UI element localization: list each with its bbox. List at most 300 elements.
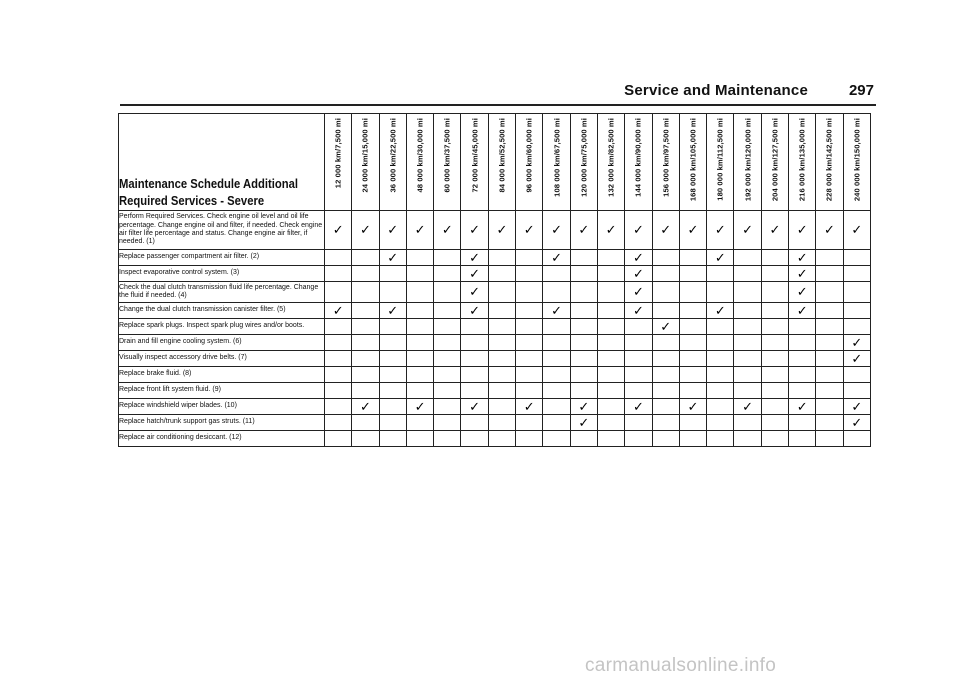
empty-cell — [816, 335, 843, 351]
empty-cell — [843, 250, 870, 266]
empty-cell — [843, 303, 870, 319]
table-title — [119, 176, 313, 210]
check-mark-cell — [843, 211, 870, 250]
empty-cell — [734, 282, 761, 303]
column-header-8 — [516, 114, 543, 211]
empty-cell — [707, 351, 734, 367]
check-icon: ✓ — [632, 222, 644, 237]
empty-cell — [707, 415, 734, 431]
empty-cell — [461, 383, 488, 399]
table-row — [119, 319, 871, 335]
empty-cell — [406, 351, 433, 367]
column-header-label: 36 000 km/22,500 mi — [388, 118, 398, 193]
check-icon: ✓ — [632, 398, 644, 414]
check-mark-cell — [625, 250, 652, 266]
service-description: Visually inspect accessory drive belts. (7) — [119, 351, 325, 367]
check-mark-cell — [843, 351, 870, 367]
check-icon: ✓ — [851, 398, 863, 414]
empty-cell — [406, 431, 433, 447]
column-header-9 — [543, 114, 570, 211]
check-mark-cell — [625, 282, 652, 303]
check-icon: ✓ — [851, 414, 863, 430]
check-mark-cell — [379, 250, 406, 266]
empty-cell — [406, 282, 433, 303]
empty-cell — [789, 319, 816, 335]
table-row — [119, 335, 871, 351]
empty-cell — [679, 266, 706, 282]
column-header-label: 60 000 km/37,500 mi — [442, 118, 452, 193]
empty-cell — [543, 282, 570, 303]
empty-cell — [597, 367, 624, 383]
empty-cell — [707, 383, 734, 399]
empty-cell — [434, 319, 461, 335]
check-icon: ✓ — [578, 414, 590, 430]
empty-cell — [707, 319, 734, 335]
empty-cell — [734, 335, 761, 351]
check-mark-cell — [625, 399, 652, 415]
empty-cell — [379, 415, 406, 431]
empty-cell — [625, 367, 652, 383]
empty-cell — [516, 335, 543, 351]
empty-cell — [597, 335, 624, 351]
check-icon: ✓ — [387, 302, 399, 318]
table-row — [119, 282, 871, 303]
empty-cell — [434, 399, 461, 415]
service-description: Perform Required Services. Check engine oil level and oil life percentage. Change engine oil and filter, if needed. Check engine air filter life percentage and status. Change engine air filter, if needed. (1) — [119, 211, 325, 250]
empty-cell — [734, 303, 761, 319]
empty-cell — [625, 319, 652, 335]
check-icon: ✓ — [359, 222, 371, 237]
check-icon: ✓ — [632, 302, 644, 318]
empty-cell — [461, 351, 488, 367]
check-mark-cell — [543, 250, 570, 266]
check-icon: ✓ — [824, 222, 835, 237]
empty-cell — [406, 319, 433, 335]
empty-cell — [679, 303, 706, 319]
empty-cell — [543, 335, 570, 351]
check-icon: ✓ — [551, 302, 562, 318]
empty-cell — [761, 367, 788, 383]
column-header-label: 48 000 km/30,000 mi — [415, 118, 425, 193]
check-mark-cell — [707, 211, 734, 250]
empty-cell — [516, 250, 543, 266]
empty-cell — [597, 383, 624, 399]
check-mark-cell — [789, 250, 816, 266]
check-icon: ✓ — [796, 284, 808, 299]
empty-cell — [761, 431, 788, 447]
check-mark-cell — [761, 211, 788, 250]
empty-cell — [816, 351, 843, 367]
check-icon: ✓ — [578, 398, 590, 414]
empty-cell — [406, 250, 433, 266]
table-row — [119, 367, 871, 383]
column-header-15 — [707, 114, 734, 211]
check-icon: ✓ — [687, 398, 699, 414]
column-header-6 — [461, 114, 488, 211]
empty-cell — [652, 250, 679, 266]
empty-cell — [816, 250, 843, 266]
empty-cell — [679, 367, 706, 383]
table-body — [119, 211, 871, 447]
empty-cell — [707, 367, 734, 383]
check-mark-cell — [543, 303, 570, 319]
check-mark-cell — [516, 399, 543, 415]
check-mark-cell — [789, 399, 816, 415]
column-header-label: 156 000 km/97,500 mi — [661, 118, 671, 197]
empty-cell — [325, 367, 352, 383]
check-mark-cell — [789, 282, 816, 303]
empty-cell — [488, 383, 515, 399]
empty-cell — [734, 415, 761, 431]
empty-cell — [816, 399, 843, 415]
empty-cell — [488, 431, 515, 447]
check-icon: ✓ — [469, 222, 481, 237]
empty-cell — [816, 282, 843, 303]
table-row — [119, 415, 871, 431]
empty-cell — [734, 250, 761, 266]
table-row — [119, 399, 871, 415]
table-title-cell — [119, 114, 325, 211]
column-header-2 — [352, 114, 379, 211]
empty-cell — [761, 266, 788, 282]
check-mark-cell — [816, 211, 843, 250]
empty-cell — [652, 266, 679, 282]
empty-cell — [516, 266, 543, 282]
check-mark-cell — [461, 282, 488, 303]
empty-cell — [679, 250, 706, 266]
empty-cell — [789, 367, 816, 383]
empty-cell — [379, 383, 406, 399]
empty-cell — [325, 319, 352, 335]
empty-cell — [516, 319, 543, 335]
check-mark-cell — [707, 303, 734, 319]
check-mark-cell — [843, 415, 870, 431]
empty-cell — [679, 335, 706, 351]
empty-cell — [325, 399, 352, 415]
check-icon: ✓ — [469, 398, 481, 414]
service-description: Replace hatch/trunk support gas struts. (11) — [119, 415, 325, 431]
empty-cell — [516, 351, 543, 367]
empty-cell — [761, 383, 788, 399]
empty-cell — [679, 351, 706, 367]
service-description: Change the dual clutch transmission canister filter. (5) — [119, 303, 325, 319]
empty-cell — [597, 351, 624, 367]
empty-cell — [843, 367, 870, 383]
service-description: Replace windshield wiper blades. (10) — [119, 399, 325, 415]
check-icon: ✓ — [414, 398, 426, 414]
empty-cell — [816, 367, 843, 383]
column-header-18 — [789, 114, 816, 211]
check-icon: ✓ — [742, 222, 754, 237]
empty-cell — [570, 351, 597, 367]
check-mark-cell — [461, 399, 488, 415]
empty-cell — [707, 266, 734, 282]
empty-cell — [352, 383, 379, 399]
service-description: Drain and fill engine cooling system. (6) — [119, 335, 325, 351]
empty-cell — [816, 266, 843, 282]
check-mark-cell — [679, 211, 706, 250]
empty-cell — [434, 250, 461, 266]
check-icon: ✓ — [714, 222, 726, 237]
check-icon: ✓ — [605, 222, 617, 237]
empty-cell — [761, 282, 788, 303]
table-title-line1: Maintenance Schedule Additional — [119, 177, 298, 191]
check-icon: ✓ — [469, 302, 481, 318]
column-header-label: 108 000 km/67,500 mi — [552, 118, 562, 197]
empty-cell — [543, 319, 570, 335]
empty-cell — [325, 383, 352, 399]
check-icon: ✓ — [523, 398, 535, 414]
check-icon: ✓ — [851, 222, 863, 237]
empty-cell — [652, 282, 679, 303]
empty-cell — [707, 282, 734, 303]
column-header-label: 216 000 km/135,000 mi — [797, 118, 807, 202]
check-icon: ✓ — [660, 222, 672, 237]
empty-cell — [789, 383, 816, 399]
empty-cell — [597, 415, 624, 431]
empty-cell — [570, 319, 597, 335]
check-mark-cell — [516, 211, 543, 250]
empty-cell — [597, 431, 624, 447]
check-icon: ✓ — [769, 222, 781, 237]
column-header-label: 192 000 km/120,000 mi — [743, 118, 753, 202]
maintenance-schedule-table — [118, 113, 871, 447]
empty-cell — [679, 415, 706, 431]
empty-cell — [597, 319, 624, 335]
empty-cell — [461, 319, 488, 335]
empty-cell — [325, 415, 352, 431]
check-icon: ✓ — [387, 249, 399, 265]
empty-cell — [488, 266, 515, 282]
empty-cell — [761, 250, 788, 266]
table-row — [119, 266, 871, 282]
empty-cell — [461, 335, 488, 351]
empty-cell — [488, 415, 515, 431]
check-mark-cell — [352, 399, 379, 415]
empty-cell — [843, 266, 870, 282]
check-mark-cell — [570, 211, 597, 250]
check-icon: ✓ — [441, 222, 453, 237]
empty-cell — [379, 367, 406, 383]
empty-cell — [516, 431, 543, 447]
empty-cell — [379, 351, 406, 367]
empty-cell — [761, 335, 788, 351]
empty-cell — [379, 431, 406, 447]
check-mark-cell — [461, 211, 488, 250]
column-header-5 — [434, 114, 461, 211]
empty-cell — [734, 351, 761, 367]
empty-cell — [761, 319, 788, 335]
check-mark-cell — [352, 211, 379, 250]
check-mark-cell — [625, 266, 652, 282]
column-header-1 — [325, 114, 352, 211]
column-header-14 — [679, 114, 706, 211]
empty-cell — [543, 399, 570, 415]
empty-cell — [625, 431, 652, 447]
empty-cell — [434, 383, 461, 399]
empty-cell — [516, 415, 543, 431]
empty-cell — [789, 335, 816, 351]
check-icon: ✓ — [851, 334, 863, 350]
empty-cell — [679, 431, 706, 447]
empty-cell — [843, 319, 870, 335]
empty-cell — [434, 431, 461, 447]
service-description: Replace spark plugs. Inspect spark plug wires and/or boots. — [119, 319, 325, 335]
empty-cell — [625, 351, 652, 367]
check-icon: ✓ — [414, 222, 426, 237]
empty-cell — [461, 367, 488, 383]
empty-cell — [434, 351, 461, 367]
empty-cell — [434, 367, 461, 383]
empty-cell — [570, 431, 597, 447]
empty-cell — [488, 335, 515, 351]
empty-cell — [352, 431, 379, 447]
empty-cell — [379, 282, 406, 303]
empty-cell — [570, 303, 597, 319]
column-header-17 — [761, 114, 788, 211]
empty-cell — [325, 282, 352, 303]
column-header-label: 12 000 km/7,500 mi — [333, 118, 343, 189]
empty-cell — [597, 399, 624, 415]
column-header-19 — [816, 114, 843, 211]
column-header-label: 72 000 km/45,000 mi — [470, 118, 480, 193]
empty-cell — [325, 335, 352, 351]
check-icon: ✓ — [632, 265, 644, 281]
empty-cell — [816, 431, 843, 447]
table-row — [119, 211, 871, 250]
check-mark-cell — [734, 211, 761, 250]
empty-cell — [734, 431, 761, 447]
check-mark-cell — [325, 211, 352, 250]
empty-cell — [352, 351, 379, 367]
empty-cell — [652, 431, 679, 447]
check-icon: ✓ — [796, 265, 808, 281]
empty-cell — [570, 383, 597, 399]
empty-cell — [352, 303, 379, 319]
table-header-row — [119, 114, 871, 211]
column-header-label: 132 000 km/82,500 mi — [606, 118, 616, 197]
column-header-16 — [734, 114, 761, 211]
empty-cell — [488, 250, 515, 266]
empty-cell — [488, 319, 515, 335]
column-header-4 — [406, 114, 433, 211]
column-header-11 — [597, 114, 624, 211]
empty-cell — [406, 415, 433, 431]
check-mark-cell — [379, 303, 406, 319]
empty-cell — [625, 415, 652, 431]
check-icon: ✓ — [796, 302, 808, 318]
empty-cell — [543, 415, 570, 431]
check-mark-cell — [789, 211, 816, 250]
check-mark-cell — [570, 415, 597, 431]
empty-cell — [516, 383, 543, 399]
empty-cell — [434, 282, 461, 303]
check-mark-cell — [434, 211, 461, 250]
check-mark-cell — [461, 250, 488, 266]
service-description: Check the dual clutch transmission fluid life percentage. Change the fluid if needed. (4) — [119, 282, 325, 303]
empty-cell — [434, 266, 461, 282]
empty-cell — [488, 303, 515, 319]
empty-cell — [761, 351, 788, 367]
check-icon: ✓ — [796, 249, 808, 265]
empty-cell — [734, 367, 761, 383]
check-icon: ✓ — [551, 222, 562, 237]
empty-cell — [352, 319, 379, 335]
empty-cell — [789, 351, 816, 367]
service-description: Inspect evaporative control system. (3) — [119, 266, 325, 282]
service-description: Replace passenger compartment air filter. (2) — [119, 250, 325, 266]
check-icon: ✓ — [359, 398, 371, 414]
empty-cell — [679, 383, 706, 399]
empty-cell — [652, 367, 679, 383]
table-row — [119, 303, 871, 319]
empty-cell — [461, 415, 488, 431]
check-mark-cell — [625, 303, 652, 319]
empty-cell — [652, 335, 679, 351]
column-header-20 — [843, 114, 870, 211]
column-header-3 — [379, 114, 406, 211]
empty-cell — [816, 415, 843, 431]
check-mark-cell — [843, 335, 870, 351]
table-row — [119, 383, 871, 399]
check-icon: ✓ — [714, 249, 726, 265]
empty-cell — [488, 282, 515, 303]
empty-cell — [516, 303, 543, 319]
empty-cell — [843, 383, 870, 399]
check-mark-cell — [789, 266, 816, 282]
empty-cell — [488, 351, 515, 367]
column-header-label: 180 000 km/112,500 mi — [715, 118, 725, 201]
empty-cell — [570, 282, 597, 303]
check-icon: ✓ — [496, 222, 508, 237]
check-icon: ✓ — [332, 222, 344, 237]
empty-cell — [679, 282, 706, 303]
empty-cell — [597, 282, 624, 303]
empty-cell — [352, 367, 379, 383]
check-icon: ✓ — [851, 350, 863, 366]
check-icon: ✓ — [387, 222, 399, 237]
check-mark-cell — [488, 211, 515, 250]
column-header-10 — [570, 114, 597, 211]
column-header-label: 84 000 km/52,500 mi — [497, 118, 507, 193]
check-icon: ✓ — [632, 284, 644, 299]
empty-cell — [761, 415, 788, 431]
service-description: Replace brake fluid. (8) — [119, 367, 325, 383]
empty-cell — [379, 319, 406, 335]
check-mark-cell — [597, 211, 624, 250]
check-mark-cell — [707, 250, 734, 266]
check-icon: ✓ — [742, 398, 754, 414]
empty-cell — [816, 303, 843, 319]
empty-cell — [652, 383, 679, 399]
empty-cell — [570, 335, 597, 351]
empty-cell — [761, 303, 788, 319]
check-icon: ✓ — [551, 249, 562, 265]
empty-cell — [543, 431, 570, 447]
empty-cell — [597, 266, 624, 282]
empty-cell — [679, 319, 706, 335]
empty-cell — [406, 367, 433, 383]
empty-cell — [707, 335, 734, 351]
section-title: Service and Maintenance — [624, 82, 808, 99]
empty-cell — [434, 415, 461, 431]
service-description: Replace front lift system fluid. (9) — [119, 383, 325, 399]
empty-cell — [734, 383, 761, 399]
table-row — [119, 250, 871, 266]
empty-cell — [570, 367, 597, 383]
empty-cell — [543, 383, 570, 399]
check-mark-cell — [570, 399, 597, 415]
